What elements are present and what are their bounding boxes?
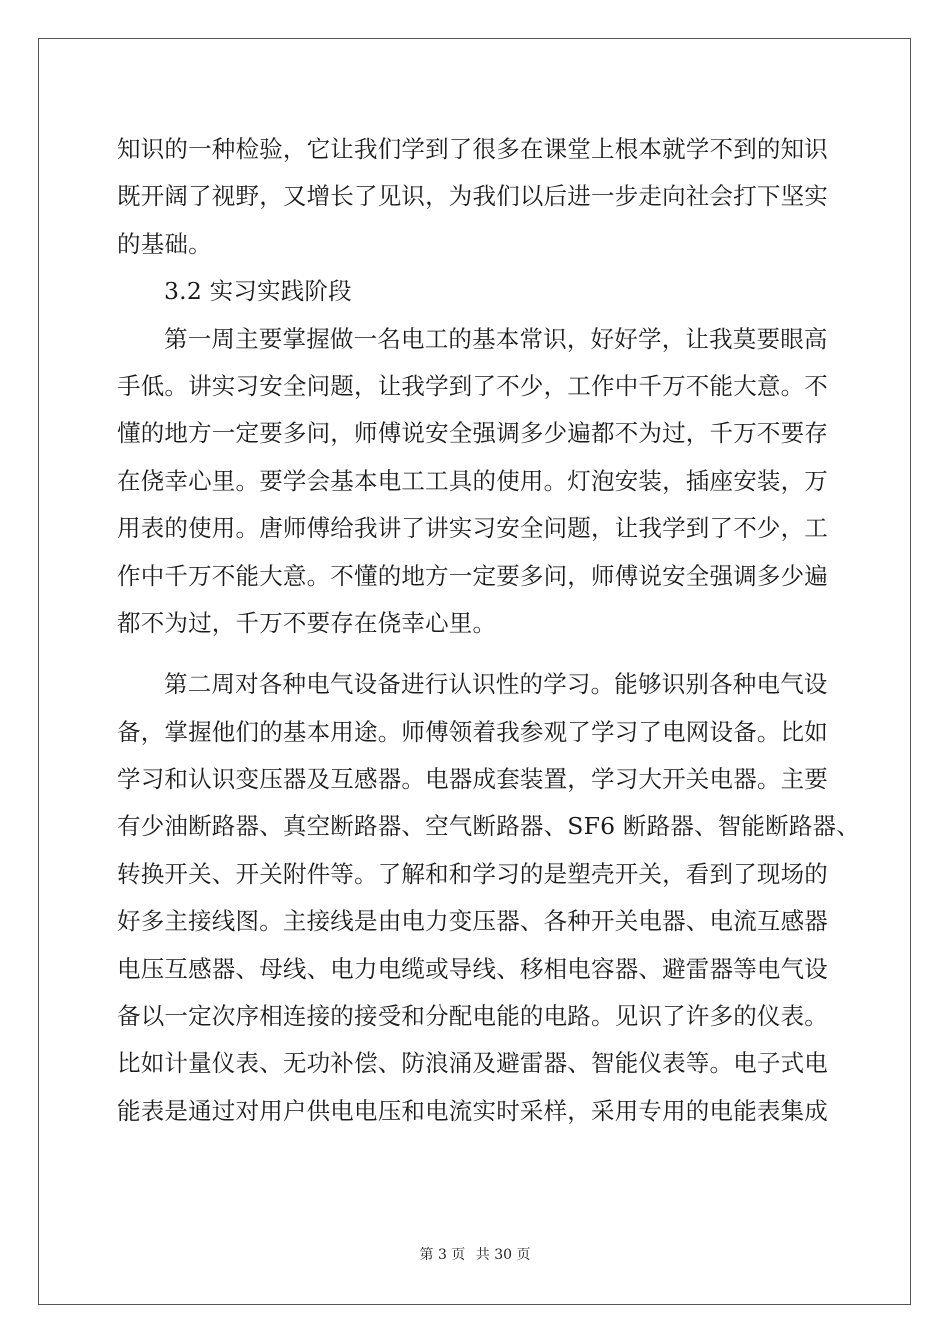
text-line: 有少油断路器、真空断路器、空气断路器、SF6 断路器、智能断路器、 [117, 812, 860, 841]
page-footer [0, 1244, 950, 1264]
text-line: 学习和认识变压器及互感器。电器成套装置，学习大开关电器。主要 [117, 765, 828, 794]
text-line: 在侥幸心里。要学会基本电工工具的使用。灯泡安装，插座安装，万 [117, 466, 828, 495]
text-line: 好多主接线图。主接线是由电力变压器、各种开关电器、电流互感器 [117, 907, 828, 936]
text-line: 第一周主要掌握做一名电工的基本常识，好好学，让我莫要眼高 [164, 324, 828, 353]
text-line: 能表是通过对用户供电电压和电流实时采样，采用专用的电能表集成 [117, 1096, 828, 1125]
text-line: 第二周对各种电气设备进行认识性的学习。能够识别各种电气设 [164, 670, 828, 699]
document-body [117, 126, 860, 1135]
total-page-count: 共 30 页 [475, 1247, 531, 1263]
text-line: 备以一定次序相连接的接受和分配电能的电路。见识了许多的仪表。 [117, 1002, 828, 1031]
text-line: 用表的使用。唐师傅给我讲了讲实习安全问题，让我学到了不少，工 [117, 514, 828, 543]
text-line: 懂的地方一定要多问，师傅说安全强调多少遍都不为过，千万不要存 [117, 419, 828, 448]
text-line: 转换开关、开关附件等。了解和和学习的是塑壳开关，看到了现场的 [117, 859, 828, 888]
text-line: 作中千万不能大意。不懂的地方一定要多问，师傅说安全强调多少遍 [117, 561, 828, 590]
text-line: 的基础。 [117, 229, 212, 258]
section-heading: 3.2 实习实践阶段 [164, 277, 352, 306]
text-line: 备，掌握他们的基本用途。师傅领着我参观了学习了电网设备。比如 [117, 717, 828, 746]
text-line: 比如计量仪表、无功补偿、防浪涌及避雷器、智能仪表等。电子式电 [117, 1049, 828, 1078]
current-page-number: 第 3 页 [419, 1247, 466, 1263]
text-line: 知识的一种检验，它让我们学到了很多在课堂上根本就学不到的知识 [117, 135, 828, 163]
text-line: 电压互感器、母线、电力电缆或导线、移相电容器、避雷器等电气设 [117, 954, 828, 983]
text-line: 手低。讲实习安全问题，让我学到了不少，工作中千万不能大意。不 [117, 371, 828, 400]
text-line: 都不为过，千万不要存在侥幸心里。 [117, 608, 497, 637]
text-line: 既开阔了视野，又增长了见识，为我们以后进一步走向社会打下坚实 [117, 182, 828, 211]
